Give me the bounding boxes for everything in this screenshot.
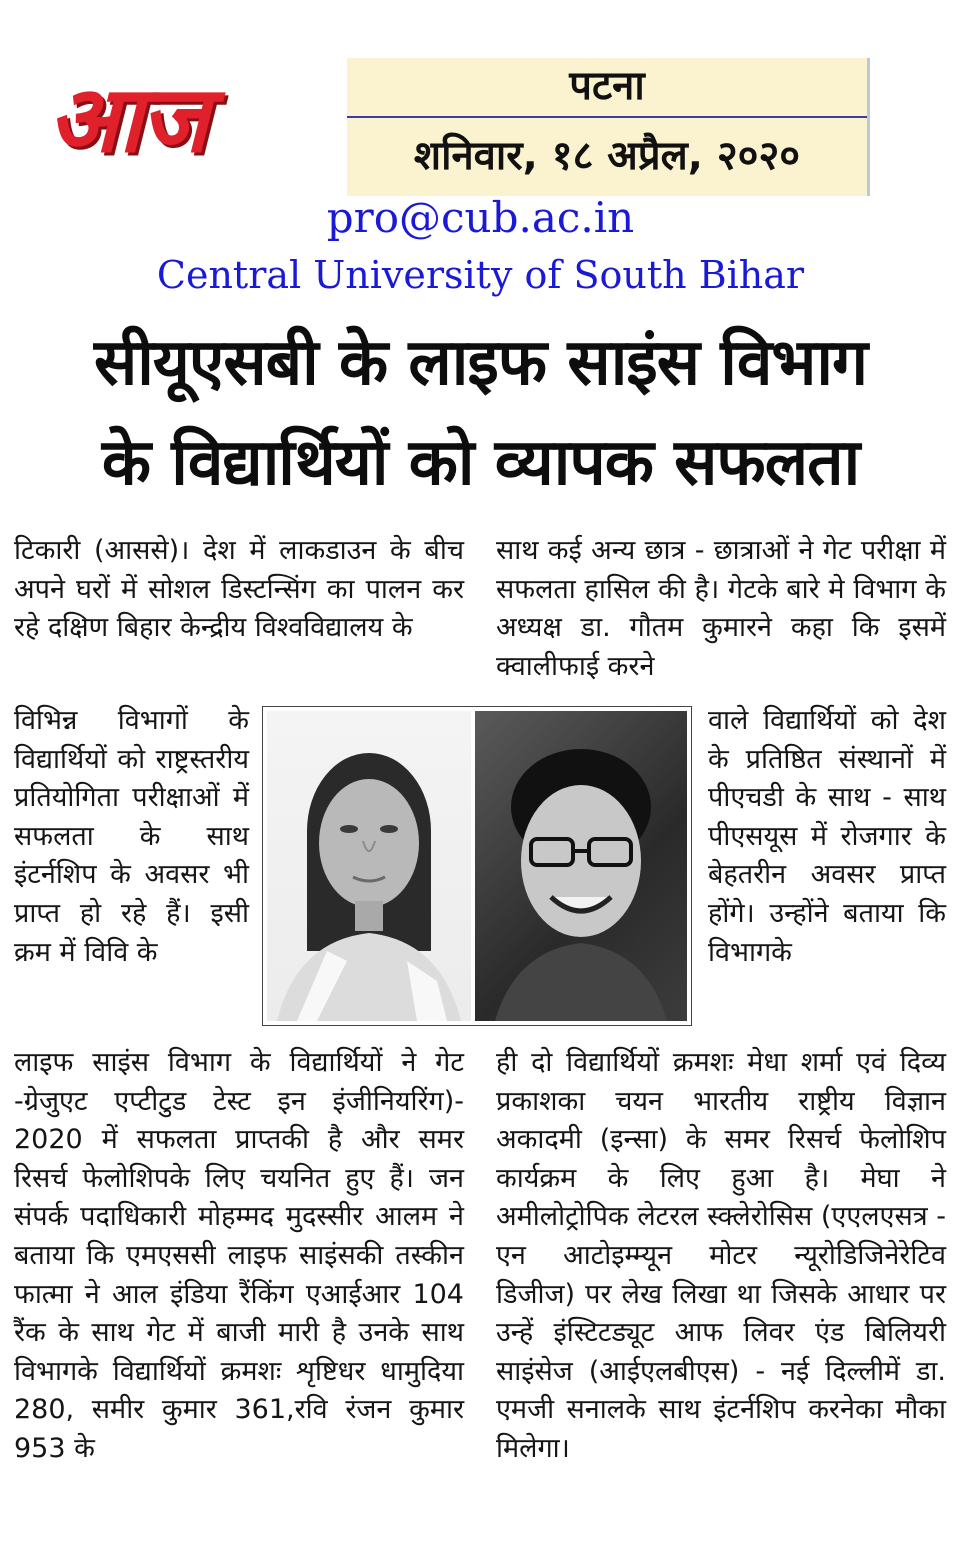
edition-city: पटना xyxy=(569,63,645,109)
headline-line-1: सीयूएसबी के लाइफ साइंस विभाग xyxy=(93,326,868,400)
article-left-top: टिकारी (आससे)। देश में लाकडाउन के बीच अपने घरों में सोशल डिस्टन्सिंग का पालन कर रहे दक्षिण बिहार केन्द्रीय विश्वविद्यालय के xyxy=(14,535,464,644)
article-right-top: साथ कई अन्य छात्र - छात्राओं ने गेट परीक्षा में सफलता हासिल की है। गेटके बारे मे विभाग के अध्यक्ष डा. गौतम कुमारने कहा कि इसमें क्वालीफाई करने xyxy=(496,535,946,682)
masthead-box xyxy=(347,58,870,196)
masthead-divider xyxy=(347,116,867,118)
student-photo-male xyxy=(475,711,687,1021)
student-photo-female xyxy=(267,711,471,1021)
edition-date: शनिवार, १८ अप्रैल, २०२० xyxy=(413,133,801,179)
headline-line-2: के विद्यार्थियों को व्यापक सफलता xyxy=(101,426,860,500)
university-name: Central University of South Bihar xyxy=(156,253,805,297)
portrait-female-icon xyxy=(267,711,471,1021)
contact-email[interactable]: pro@cub.ac.in xyxy=(326,193,635,242)
article-right-bottom: ही दो विद्यार्थियों क्रमशः मेधा शर्मा एवं दिव्य प्रकाशका चयन भारतीय राष्ट्रीय विज्ञान अकादमी (इन्सा) के समर रिसर्च फेलोशिप कार्यक्रम के लिए हुआ है। मेघा ने अमीलोट्रोपिक लेटरल स्क्लेरोसिस (एएलएसत्र - एन आटोइम्म्यून मोटर न्यूरोडिजिनेरेटिव डिजीज) पर लेख लिखा था जिसके आधार पर उन्हें इंस्टिटड्यूट आफ लिवर एंड बिलियरी साइंसेज (आईएलबीएस) - नई दिल्लीमें डा. एमजी सनालके साथ इंटर्नशिप करनेका मौका मिलेगा। xyxy=(496,1047,946,1464)
article-right-wrap: वाले विद्यार्थियों को देश के प्रतिष्ठित संस्थानों में पीएचडी के साथ - साथ पीएसयूस में रोजगार के बेहतरीन अवसर प्राप्त होंगे। उन्होंने बताया कि विभागके xyxy=(708,705,946,968)
portrait-male-icon xyxy=(475,711,687,1021)
article-left-wrap: विभिन्न विभागों के विद्यार्थियों को राष्ट्रस्तरीय प्रतियोगिता परीक्षाओं में सफलता के साथ इंटर्नशिप के अवसर भी प्राप्त हो रहे हैं। इसी क्रम में विवि के xyxy=(14,705,249,968)
newspaper-logo: आज xyxy=(48,66,207,173)
article-left-bottom: लाइफ साइंस विभाग के विद्यार्थियों ने गेट -ग्रेजुएट एप्टीटुड टेस्ट इन इंजीनियरिंग)- 2020 में सफलता प्राप्तकी है और समर रिसर्च फेलोशिपके लिए चयनित हुए हैं। जन संपर्क पदाधिकारी मोहम्मद मुदस्सीर आलम ने बताया कि एमएससी लाइफ साइंसकी तस्कीन फात्मा ने आल इंडिया रैंकिंग एआईआर 104 रैंक के साथ गेट में बाजी मारी है उनके साथ विभागके विद्यार्थियों क्रमशः शृष्टिधर धामुदिया 280, समीर कुमार 361,रवि रंजन कुमार 953 के xyxy=(14,1047,464,1464)
student-photos xyxy=(262,706,692,1026)
